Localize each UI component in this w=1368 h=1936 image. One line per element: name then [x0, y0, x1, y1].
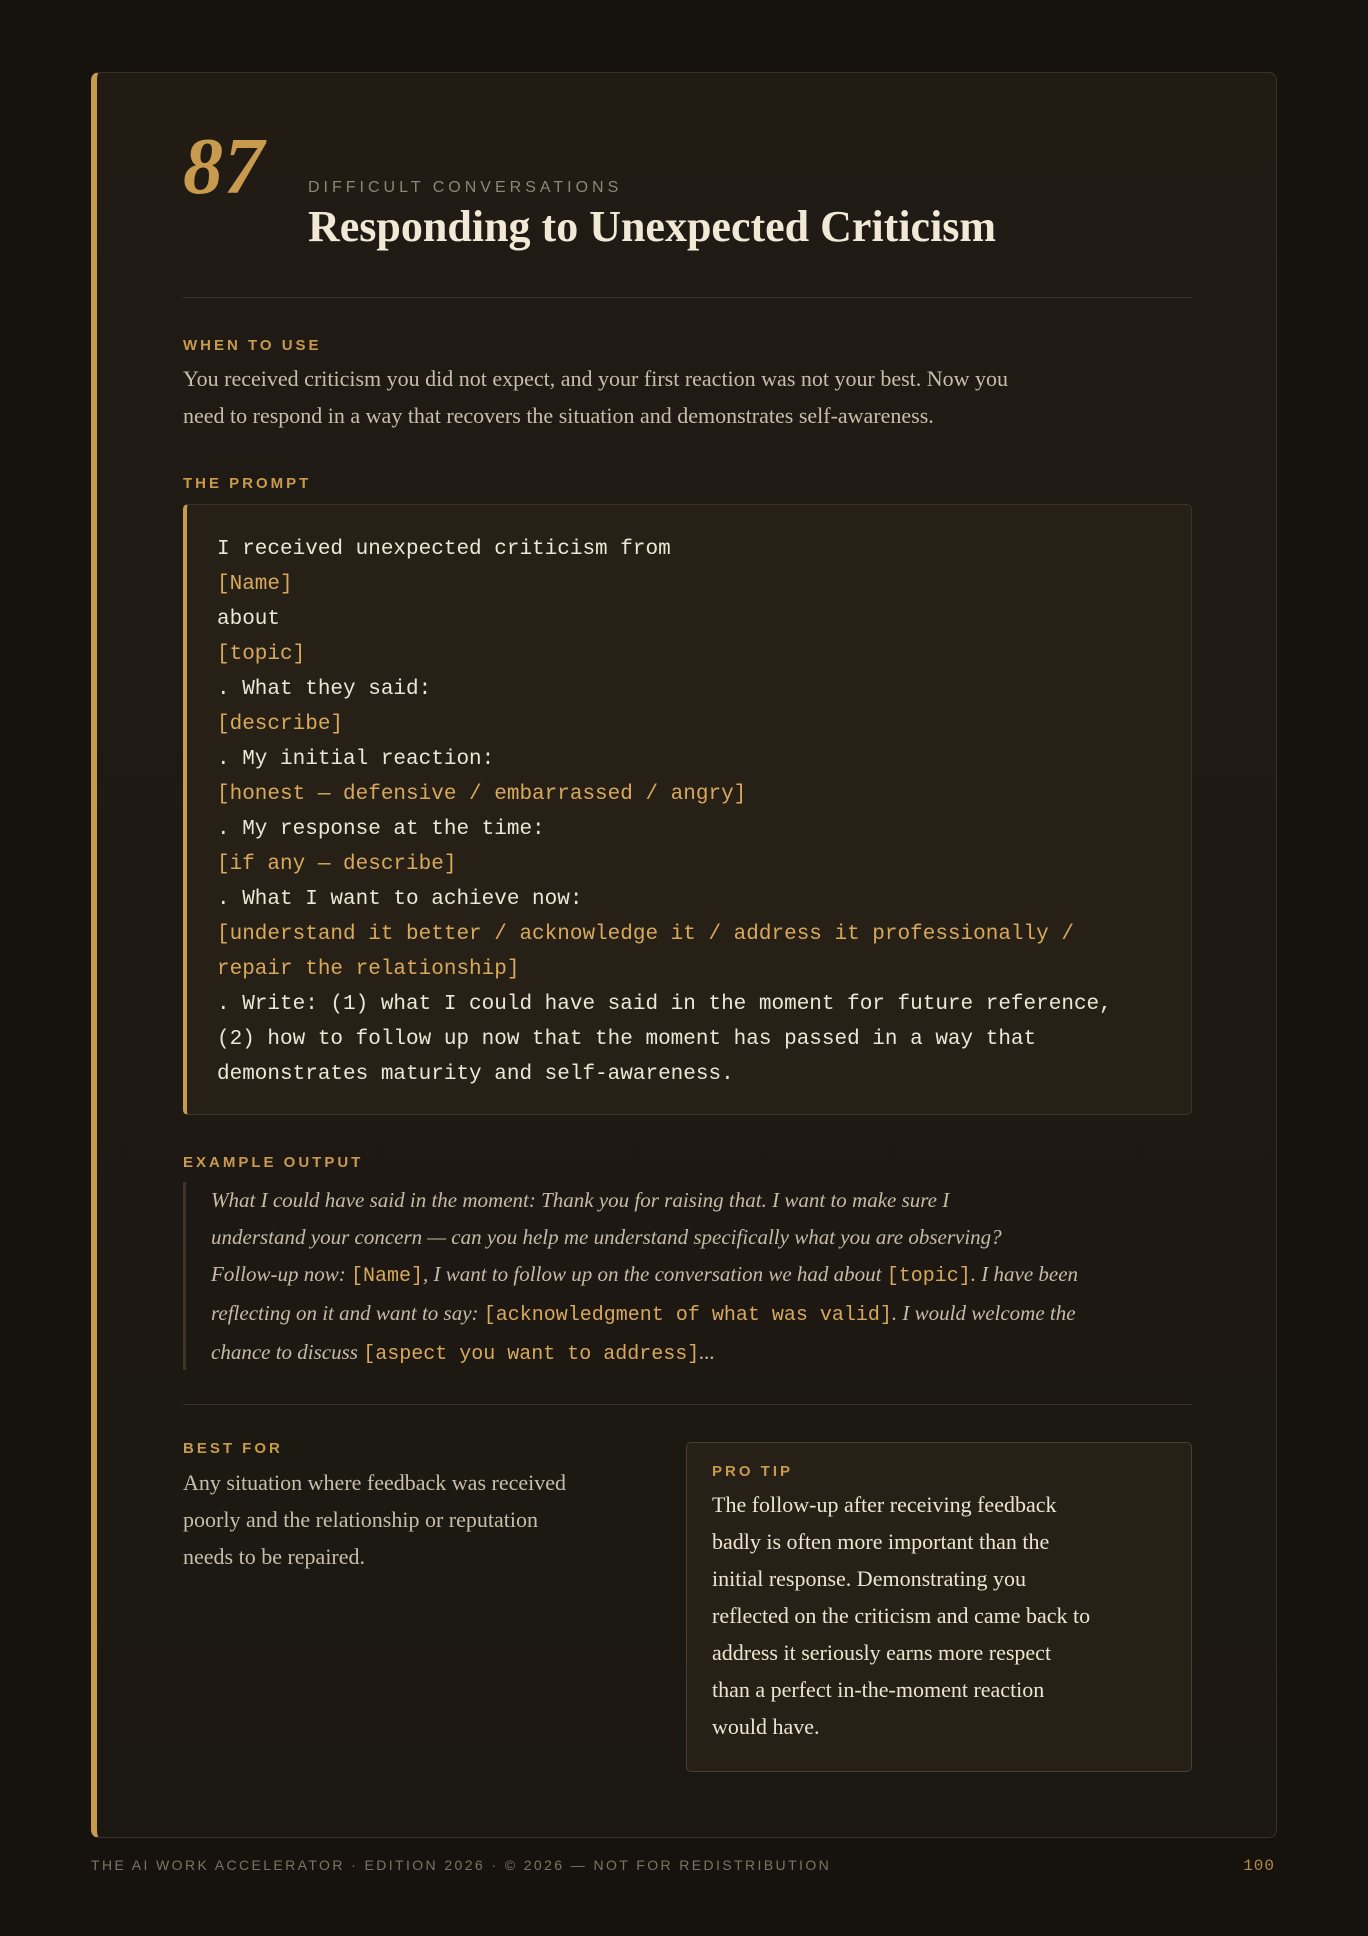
- prompt-line: demonstrates maturity and self-awareness.: [217, 1063, 734, 1086]
- prompt-line: . My initial reaction:: [217, 748, 495, 771]
- section-divider: [183, 1404, 1192, 1405]
- example-text: ...: [699, 1340, 716, 1364]
- section-kicker: DIFFICULT CONVERSATIONS: [308, 179, 623, 196]
- header-divider: [183, 297, 1192, 298]
- prompt-variable: [honest — defensive / embarrassed / angry]: [217, 783, 747, 806]
- page-title: Responding to Unexpected Criticism: [308, 202, 997, 251]
- prompt-line: . What I want to achieve now:: [217, 888, 583, 911]
- pro-tip-label: PRO TIP: [712, 1463, 794, 1480]
- example-text: Follow-up now:: [211, 1262, 351, 1286]
- example-variable: [acknowledgment of what was valid]: [483, 1304, 892, 1327]
- prompt-variable: [Name]: [217, 573, 293, 596]
- pro-tip-line: would have.: [712, 1714, 820, 1739]
- best-for-line: Any situation where feedback was received: [183, 1470, 567, 1495]
- footer-copyright: THE AI WORK ACCELERATOR · EDITION 2026 · © 2026 — NOT FOR REDISTRIBUTION: [91, 1857, 832, 1873]
- pro-tip-line: badly is often more important than the: [712, 1529, 1050, 1554]
- prompt-line: . What they said:: [217, 678, 432, 701]
- example-variable: [topic]: [886, 1265, 971, 1288]
- prompt-line: about: [217, 608, 281, 631]
- prompt-line: . My response at the time:: [217, 818, 545, 841]
- best-for-label: BEST FOR: [183, 1440, 283, 1457]
- example-output: [183, 1182, 1192, 1370]
- example-text: chance to discuss: [211, 1340, 364, 1364]
- example-text: , I want to follow up on the conversation we had about: [423, 1262, 887, 1286]
- example-line: [211, 1256, 1192, 1295]
- example-text: . I have been: [970, 1262, 1079, 1286]
- best-for-line: poorly and the relationship or reputation: [183, 1507, 538, 1532]
- prompt-variable: [topic]: [217, 643, 306, 666]
- when-to-use-line: need to respond in a way that recovers the situation and demonstrates self-awareness.: [183, 403, 934, 428]
- when-to-use-text: [183, 360, 1008, 434]
- prompt-variable: [if any — describe]: [217, 853, 457, 876]
- pro-tip-line: address it seriously earns more respect: [712, 1640, 1052, 1665]
- example-line: [211, 1334, 1192, 1373]
- prompt-variable: [understand it better / acknowledge it / address it professionally /: [217, 923, 1074, 946]
- best-for-text: [183, 1464, 566, 1575]
- prompt-variable: repair the relationship]: [217, 958, 520, 981]
- prompt-line: I received unexpected criticism from: [217, 538, 671, 561]
- pro-tip-text: [712, 1486, 1166, 1745]
- example-line: [211, 1295, 1192, 1334]
- example-line: What I could have said in the moment: Thank you for raising that. I want to make sure I: [211, 1188, 950, 1212]
- pro-tip-line: The follow-up after receiving feedback: [712, 1492, 1057, 1517]
- prompt-card: [91, 72, 1277, 1838]
- when-to-use-label: WHEN TO USE: [183, 337, 322, 354]
- example-text: reflecting on it and want to say:: [211, 1301, 484, 1325]
- page-number: 100: [1243, 1857, 1275, 1875]
- example-output-label: EXAMPLE OUTPUT: [183, 1154, 364, 1171]
- example-line: understand your concern — can you help me understand specifically what you are observing?: [211, 1225, 1002, 1249]
- prompt-variable: [describe]: [217, 713, 344, 736]
- prompt-box: [183, 504, 1192, 1115]
- example-text: . I would welcome the: [891, 1301, 1076, 1325]
- example-variable: [Name]: [351, 1265, 424, 1288]
- pro-tip-line: reflected on the criticism and came back to: [712, 1603, 1091, 1628]
- pro-tip-box: [686, 1442, 1192, 1772]
- pro-tip-line: initial response. Demonstrating you: [712, 1566, 1027, 1591]
- chapter-number: 87: [183, 123, 265, 211]
- prompt-label: THE PROMPT: [183, 475, 312, 492]
- when-to-use-line: You received criticism you did not expect, and your first reaction was not your best. Now you: [183, 366, 1009, 391]
- prompt-line: (2) how to follow up now that the moment has passed in a way that: [217, 1028, 1037, 1051]
- pro-tip-line: than a perfect in-the-moment reaction: [712, 1677, 1045, 1702]
- example-variable: [aspect you want to address]: [363, 1343, 700, 1366]
- best-for-line: needs to be repaired.: [183, 1544, 366, 1569]
- prompt-line: . Write: (1) what I could have said in the moment for future reference,: [217, 993, 1112, 1016]
